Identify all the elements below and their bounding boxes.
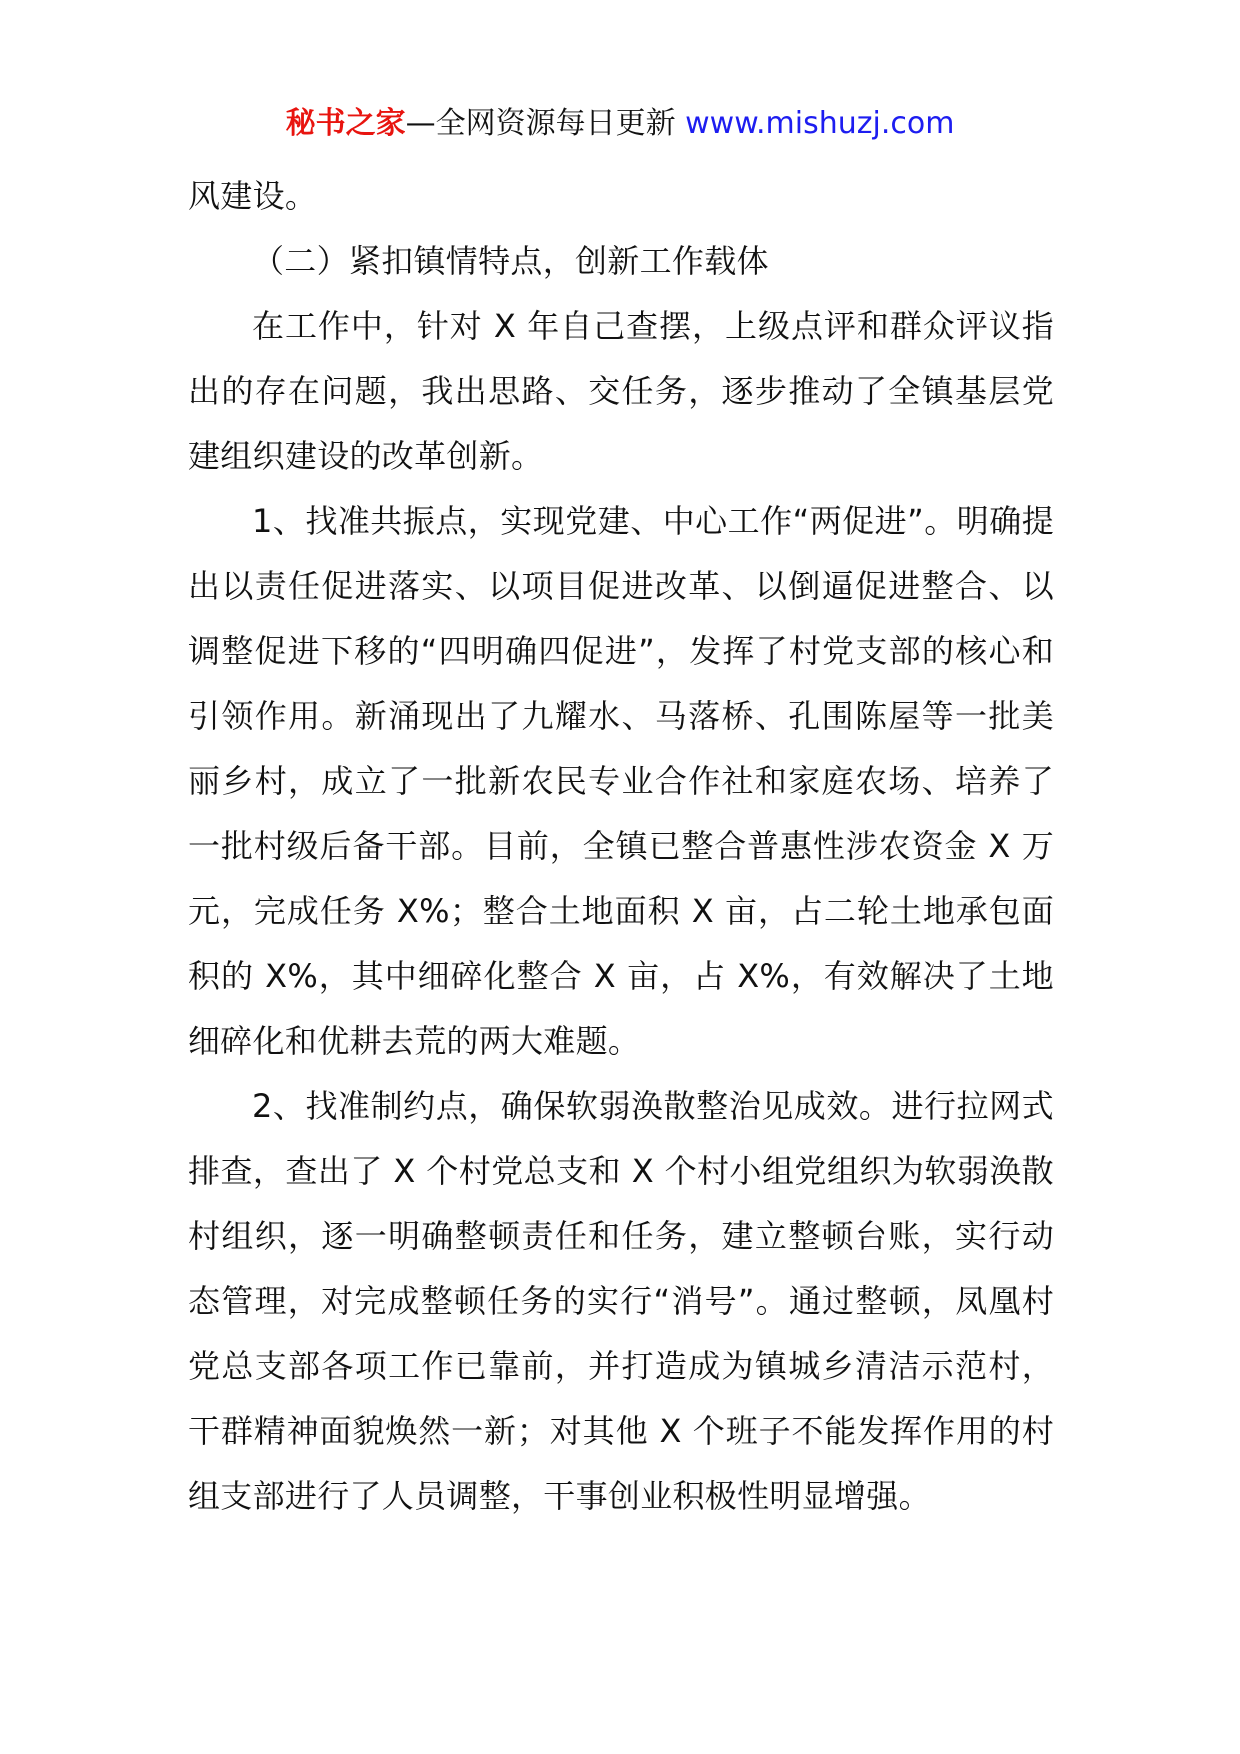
paragraph-intro: 在工作中，针对 X 年自己查摆，上级点评和群众评议指出的存在问题，我出思路、交任务，逐步推动了全镇基层党建组织建设的改革创新。 xyxy=(188,307,1054,475)
paragraph-item-2: 2、找准制约点，确保软弱涣散整治见成效。进行拉网式排查，查出了 X 个村党总支和 X 个村小组党组织为软弱涣散村组织，逐一明确整顿责任和任务，建立整顿台账，实行动态管理，对完成整顿任务的实行“消号”。通过整顿，凤凰村党总支部各项工作已靠前，并打造成为镇城乡清洁示范村，干群精神面貌焕然一新；对其他 X 个班子不能发挥作用的村组支部进行了人员调整，干事创业积极性明显增强。 xyxy=(188,1087,1054,1515)
brand-name: 秘书之家 xyxy=(285,106,406,141)
document-body xyxy=(188,164,1054,1529)
paragraph-item-1: 1、找准共振点，实现党建、中心工作“两促进”。明确提出以责任促进落实、以项目促进改革、以倒逼促进整合、以调整促进下移的“四明确四促进”，发挥了村党支部的核心和引领作用。新涌现出了九耀水、马落桥、孔围陈屋等一批美丽乡村，成立了一批新农民专业合作社和家庭农场、培养了一批村级后备干部。目前，全镇已整合普惠性涉农资金 X 万元，完成任务 X%；整合土地面积 X 亩，占二轮土地承包面积的 X%，其中细碎化整合 X 亩，占 X%，有效解决了土地细碎化和优耕去荒的两大难题。 xyxy=(188,502,1054,1060)
paragraph-continuation: 风建设。 xyxy=(188,177,318,215)
page-header xyxy=(0,102,1240,146)
section-heading: （二）紧扣镇情特点，创新工作载体 xyxy=(252,242,769,280)
website-link[interactable]: www.mishuzj.com xyxy=(685,106,955,141)
header-tagline: —全网资源每日更新 xyxy=(405,106,676,141)
